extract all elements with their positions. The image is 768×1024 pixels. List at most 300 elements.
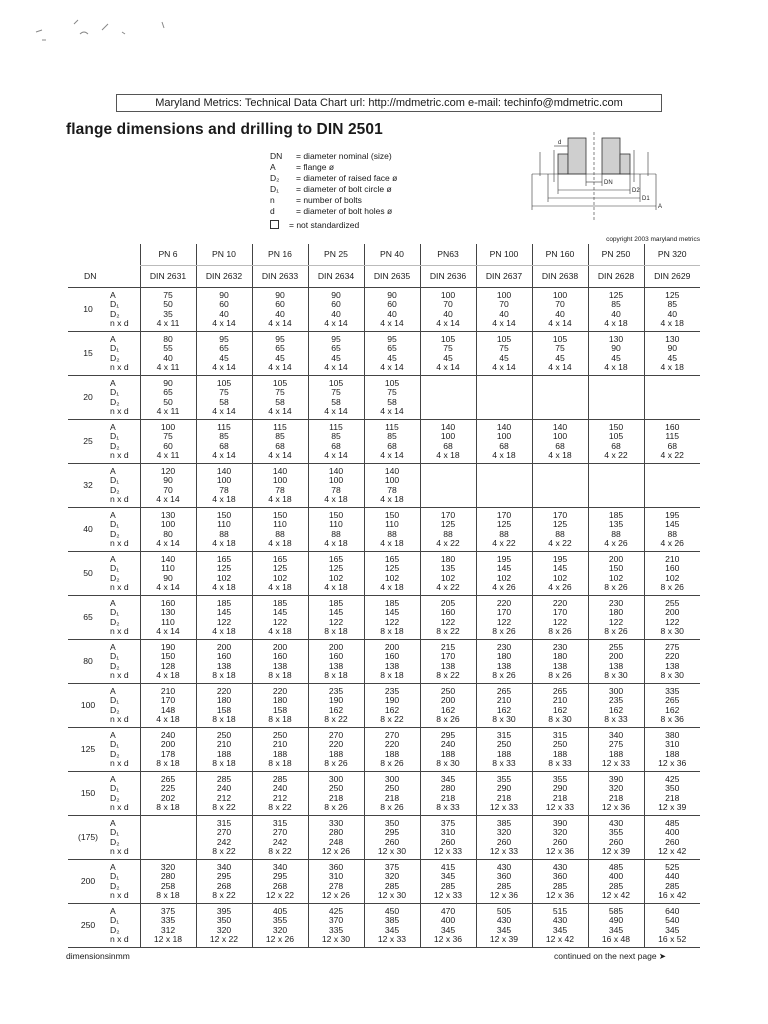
dimension-values-cell (532, 596, 588, 640)
dimension-values-cell (588, 552, 644, 596)
dimension-value: 75 (499, 343, 509, 354)
legend-text: = number of bolts (296, 195, 362, 205)
dimension-value: 4 x 14 (380, 317, 404, 328)
dimension-value: 8 x 33 (548, 757, 572, 768)
dimension-value: 4 x 18 (212, 625, 236, 636)
dimension-value: 8 x 22 (212, 845, 236, 856)
dimension-values-cell (364, 464, 420, 508)
dimension-value: 78 (219, 484, 229, 495)
dimension-value: 4 x 14 (156, 581, 180, 592)
dimension-label: n x d (110, 669, 129, 680)
legend-text: = diameter of bolt holes ø (296, 206, 393, 216)
dimension-label: A (110, 554, 116, 565)
dimension-value: 125 (608, 290, 624, 301)
dimension-value: 340 (272, 862, 288, 873)
dimension-label: D₂ (110, 308, 120, 319)
dimension-value: 88 (331, 528, 341, 539)
dimension-values-cell (308, 420, 364, 464)
dimension-value: 195 (496, 554, 512, 565)
dimension-values-cell (644, 640, 700, 684)
dimension-value: 95 (275, 334, 285, 345)
din-header: DIN 2637 (476, 266, 532, 288)
dimension-value: 120 (160, 466, 176, 477)
dimension-values-cell (364, 552, 420, 596)
dimension-value: 100 (440, 431, 456, 442)
symbol-legend (270, 151, 397, 231)
dimension-label: n x d (110, 801, 129, 812)
dimension-value: 8 x 30 (548, 713, 572, 724)
dimension-label: D₂ (110, 880, 120, 891)
dimension-value: 40 (275, 308, 285, 319)
legend-text: = diameter of bolt circle ø (296, 184, 392, 194)
dimension-labels-cell (108, 552, 140, 596)
dimension-value: 122 (328, 616, 344, 627)
dimension-labels-cell (108, 640, 140, 684)
dimension-value: 225 (160, 783, 176, 794)
dimension-value: 115 (385, 422, 399, 433)
dimension-value: 158 (272, 704, 288, 715)
dimension-values-cell (196, 596, 252, 640)
dimension-values-cell (364, 640, 420, 684)
not-standardized-cell (644, 464, 700, 508)
dimension-values-cell (308, 376, 364, 420)
flange-size-row (68, 772, 700, 816)
dimension-value: 58 (331, 396, 341, 407)
dimension-values-cell (644, 552, 700, 596)
din-header: DIN 2628 (588, 266, 644, 288)
flange-size-row (68, 420, 700, 464)
dimension-value: 585 (608, 906, 624, 917)
dimension-value: 355 (272, 915, 288, 926)
dimension-value: 8 x 18 (380, 669, 404, 680)
dimension-value: 285 (665, 880, 680, 891)
dimension-value: 40 (667, 308, 678, 319)
dimension-value: 188 (552, 748, 568, 759)
dimension-value: 4 x 14 (268, 405, 292, 416)
flange-size-row (68, 508, 700, 552)
dn-size-cell: 150 (68, 772, 108, 816)
dimension-value: 45 (387, 352, 397, 363)
dimension-value: 4 x 18 (156, 713, 180, 724)
dimension-values-cell (308, 816, 364, 860)
dimension-value: 8 x 18 (156, 801, 180, 812)
diagram-label-d2: D2 (632, 188, 640, 194)
dimension-values-cell (308, 728, 364, 772)
dimension-value: 380 (665, 730, 680, 741)
dimension-label: A (110, 862, 116, 873)
dimension-value: 8 x 26 (436, 713, 460, 724)
dimension-values-cell (196, 376, 252, 420)
dimension-value: 40 (443, 308, 453, 319)
dimension-values-cell (364, 860, 420, 904)
dimension-value: 55 (163, 343, 173, 354)
dimension-label: D₁ (110, 827, 120, 838)
dimension-value: 45 (219, 352, 229, 363)
dimension-value: 218 (440, 792, 456, 803)
dimension-value: 122 (608, 616, 624, 627)
flange-size-row (68, 464, 700, 508)
legend-symbol: D₁ (270, 184, 280, 194)
dimension-label: A (110, 334, 116, 345)
dimension-values-cell (588, 288, 644, 332)
dimension-value: 275 (665, 642, 680, 653)
dimension-value: 80 (163, 334, 173, 345)
not-standardized-cell (420, 376, 476, 420)
dimension-value: 210 (665, 554, 680, 565)
dimension-value: 4 x 18 (156, 669, 180, 680)
dimension-value: 110 (329, 519, 343, 530)
dimension-value: 125 (440, 519, 456, 530)
din-header: DIN 2635 (364, 266, 420, 288)
flange-table-body (68, 288, 700, 948)
dimension-value: 8 x 18 (268, 757, 292, 768)
dimension-value: 90 (667, 343, 678, 354)
dimension-value: 190 (328, 695, 344, 706)
dimension-value: 268 (272, 880, 288, 891)
dimension-value: 285 (608, 880, 624, 891)
dn-size-cell: 40 (68, 508, 108, 552)
dimension-value: 8 x 26 (604, 581, 628, 592)
dimension-value: 390 (608, 774, 624, 785)
dimension-value: 125 (665, 290, 680, 301)
dimension-value: 8 x 26 (604, 625, 628, 636)
dimension-value: 125 (216, 563, 232, 574)
dimension-values-cell (364, 376, 420, 420)
dimension-value: 88 (443, 528, 453, 539)
dimension-labels-cell (108, 376, 140, 420)
dimension-value: 115 (665, 431, 680, 442)
dimension-value: 4 x 14 (156, 625, 180, 636)
dimension-value: 162 (496, 704, 512, 715)
units-note: dimensionsinmm (66, 951, 130, 961)
dimension-value: 4 x 14 (212, 449, 236, 460)
dimension-value: 16 x 48 (601, 933, 631, 944)
dimension-value: 102 (272, 572, 288, 583)
dimension-value: 60 (387, 299, 397, 310)
dimension-value: 218 (665, 792, 680, 803)
dimension-values-cell (532, 552, 588, 596)
not-standardized-cell (532, 464, 588, 508)
copyright-note: copyright 2003 maryland metrics (606, 236, 700, 243)
dimension-value: 4 x 14 (324, 317, 348, 328)
dimension-label: n x d (110, 537, 129, 548)
dimension-values-cell (588, 772, 644, 816)
dimension-values-cell (588, 816, 644, 860)
flange-size-row (68, 728, 700, 772)
dimension-values-cell (252, 904, 308, 948)
dimension-value: 320 (384, 871, 400, 882)
dimension-labels-cell (108, 332, 140, 376)
dimension-value: 200 (328, 642, 344, 653)
dimension-value: 45 (275, 352, 285, 363)
dimension-value: 140 (440, 422, 456, 433)
dimension-value: 40 (331, 308, 341, 319)
pn-header: PN 25 (308, 244, 364, 266)
dimension-value: 180 (496, 651, 512, 662)
dimension-values-cell (644, 332, 700, 376)
dimension-value: 4 x 14 (380, 361, 404, 372)
dimension-value: 12 x 39 (489, 933, 519, 944)
dimension-values-cell (140, 288, 196, 332)
dimension-values-cell (588, 508, 644, 552)
dimension-value: 88 (555, 528, 565, 539)
dimension-value: 138 (665, 660, 680, 671)
dimension-value: 102 (328, 572, 344, 583)
dimension-value: 100 (440, 290, 456, 301)
dimension-value: 60 (163, 440, 173, 451)
dimension-value: 4 x 14 (156, 493, 180, 504)
dimension-value: 300 (384, 774, 400, 785)
dimension-values-cell (252, 508, 308, 552)
dimension-value: 88 (499, 528, 509, 539)
dimension-value: 90 (219, 290, 229, 301)
dimension-value: 4 x 11 (156, 405, 180, 416)
legend-row (270, 151, 397, 162)
dimension-label: n x d (110, 889, 129, 900)
dimension-value: 310 (665, 739, 680, 750)
dimension-values-cell (588, 860, 644, 904)
dimension-value: 70 (555, 299, 565, 310)
dimension-value: 4 x 18 (324, 493, 348, 504)
dimension-values-cell (644, 420, 700, 464)
dimension-value: 4 x 14 (324, 361, 348, 372)
dimension-value: 4 x 11 (156, 317, 180, 328)
dimension-value: 12 x 30 (377, 845, 407, 856)
legend-symbol: D₂ (270, 173, 280, 183)
dimension-value: 185 (272, 598, 288, 609)
dimension-value: 202 (160, 792, 176, 803)
dimension-value: 4 x 14 (212, 317, 236, 328)
dimension-value: 100 (496, 431, 512, 442)
dimension-value: 185 (216, 598, 232, 609)
dimension-value: 188 (665, 748, 680, 759)
dimension-value: 140 (160, 554, 176, 565)
dimension-value: 4 x 14 (436, 361, 460, 372)
dimension-values-cell (308, 464, 364, 508)
dimension-label: A (110, 510, 116, 521)
dimension-value: 240 (216, 783, 232, 794)
dimension-value: 145 (328, 607, 344, 618)
dimension-values-cell (364, 684, 420, 728)
legend-symbol: d (270, 206, 275, 216)
dimension-value: 8 x 30 (492, 713, 516, 724)
dimension-label: D₂ (110, 352, 120, 363)
dimension-value: 218 (552, 792, 568, 803)
dimension-labels-cell (108, 508, 140, 552)
flange-size-row (68, 684, 700, 728)
dimension-value: 68 (275, 440, 285, 451)
dimension-value: 12 x 33 (489, 845, 519, 856)
dimension-label: D₁ (110, 651, 120, 662)
dimension-value: 205 (440, 598, 456, 609)
dimension-value: 128 (160, 660, 176, 671)
dimension-value: 125 (328, 563, 344, 574)
dimension-value: 450 (384, 906, 400, 917)
dimension-value: 190 (160, 642, 176, 653)
dimension-value: 65 (331, 343, 341, 354)
dimension-value: 140 (552, 422, 568, 433)
dimension-value: 65 (219, 343, 229, 354)
dimension-label: A (110, 290, 116, 301)
dimension-values-cell (252, 376, 308, 420)
dimension-value: 4 x 18 (548, 449, 572, 460)
dimension-value: 145 (552, 563, 568, 574)
dimension-value: 12 x 36 (545, 845, 575, 856)
dimension-value: 12 x 33 (433, 889, 463, 900)
dimension-value: 90 (275, 290, 285, 301)
dimension-value: 110 (385, 519, 399, 530)
dimension-values-cell (196, 728, 252, 772)
dimension-values-cell (252, 420, 308, 464)
dimension-value: 265 (665, 695, 680, 706)
dimension-value: 310 (328, 871, 344, 882)
dimension-value: 320 (160, 862, 176, 873)
dimension-value: 320 (272, 924, 288, 935)
dimension-values-cell (476, 816, 532, 860)
din-header: DIN 2629 (644, 266, 700, 288)
dimension-value: 45 (331, 352, 341, 363)
dimension-value: 150 (160, 651, 176, 662)
not-standardized-cell (476, 376, 532, 420)
dimension-values-cell (252, 772, 308, 816)
diagram-label-d: d (558, 140, 562, 146)
dimension-value: 130 (160, 607, 176, 618)
dimension-values-cell (140, 860, 196, 904)
dimension-value: 270 (384, 730, 400, 741)
dimension-value: 102 (608, 572, 624, 583)
dimension-label: D₂ (110, 572, 120, 583)
dimension-value: 4 x 11 (156, 449, 180, 460)
site-banner: Maryland Metrics: Technical Data Chart url: http://mdmetric.com e-mail: techinfo@mdmetric.com (116, 94, 662, 112)
dimension-value: 40 (163, 352, 173, 363)
dimension-value: 162 (665, 704, 680, 715)
dimension-values-cell (364, 596, 420, 640)
dimension-value: 385 (496, 818, 512, 829)
dimension-value: 312 (160, 924, 176, 935)
dimension-value: 210 (496, 695, 512, 706)
dimension-value: 425 (328, 906, 344, 917)
dimension-value: 4 x 14 (380, 405, 404, 416)
dimension-values-cell (308, 508, 364, 552)
dn-size-cell: 10 (68, 288, 108, 332)
dimension-value: 4 x 14 (212, 405, 236, 416)
dimension-value: 320 (216, 924, 232, 935)
dimension-value: 220 (496, 598, 512, 609)
dimension-value: 180 (216, 695, 232, 706)
dimension-value: 4 x 26 (492, 581, 516, 592)
dimension-value: 65 (163, 387, 173, 398)
dimension-value: 110 (161, 616, 175, 627)
dimension-value: 235 (384, 686, 400, 697)
dn-size-cell: 125 (68, 728, 108, 772)
dimension-value: 105 (328, 378, 344, 389)
dimension-value: 8 x 26 (548, 625, 572, 636)
dimension-value: 210 (552, 695, 568, 706)
dimension-values-cell (644, 860, 700, 904)
flange-size-row (68, 860, 700, 904)
dimension-value: 162 (384, 704, 400, 715)
flange-cross-section-diagram (518, 132, 708, 228)
dimension-value: 165 (272, 554, 288, 565)
dimension-value: 160 (272, 651, 288, 662)
dimension-value: 8 x 30 (604, 669, 628, 680)
dimension-value: 45 (667, 352, 678, 363)
dimension-value: 12 x 36 (489, 889, 519, 900)
dimension-value: 68 (331, 440, 341, 451)
dimension-label: n x d (110, 405, 129, 416)
dimension-value: 375 (440, 818, 456, 829)
dimension-value: 4 x 18 (268, 625, 292, 636)
dimension-values-cell (532, 420, 588, 464)
dimension-value: 138 (552, 660, 568, 671)
dimension-label: A (110, 466, 116, 477)
dimension-value: 4 x 22 (548, 537, 572, 548)
dimension-value: 4 x 14 (380, 449, 404, 460)
dimension-values-cell (252, 596, 308, 640)
dimension-value: 258 (160, 880, 176, 891)
dimension-values-cell (308, 332, 364, 376)
dimension-value: 12 x 39 (601, 845, 631, 856)
dimension-value: 115 (217, 422, 231, 433)
dn-size-cell: 20 (68, 376, 108, 420)
dimension-value: 8 x 26 (380, 801, 404, 812)
dimension-value: 280 (160, 871, 176, 882)
dimension-label: A (110, 598, 116, 609)
dimension-value: 170 (160, 695, 176, 706)
dimension-value: 285 (216, 774, 232, 785)
dimension-values-cell (476, 772, 532, 816)
dimension-value: 4 x 14 (548, 361, 572, 372)
dimension-value: 8 x 22 (268, 801, 292, 812)
dimension-value: 100 (384, 475, 400, 486)
dimension-value: 4 x 14 (436, 317, 460, 328)
dimension-value: 8 x 18 (324, 669, 348, 680)
dimension-value: 4 x 14 (268, 449, 292, 460)
dimension-value: 265 (160, 774, 176, 785)
dimension-values-cell (532, 816, 588, 860)
dimension-value: 250 (272, 730, 288, 741)
dimension-values-cell (588, 904, 644, 948)
dn-size-cell: 50 (68, 552, 108, 596)
dimension-value: 78 (387, 484, 397, 495)
dimension-values-cell (644, 728, 700, 772)
dimension-label: D₂ (110, 836, 120, 847)
dimension-value: 405 (272, 906, 288, 917)
dimension-values-cell (140, 376, 196, 420)
dimension-value: 68 (219, 440, 229, 451)
dimension-value: 102 (216, 572, 232, 583)
din-header: DIN 2631 (140, 266, 196, 288)
din-header-row (68, 266, 700, 288)
dimension-value: 162 (328, 704, 344, 715)
dimension-value: 75 (163, 290, 173, 301)
dimension-value: 65 (387, 343, 397, 354)
corner-cell (68, 244, 140, 266)
dimension-value: 315 (216, 818, 232, 829)
dimension-values-cell (364, 332, 420, 376)
dimension-value: 345 (440, 774, 456, 785)
dimension-value: 215 (440, 642, 456, 653)
dimension-values-cell (364, 288, 420, 332)
dimension-values-cell (196, 288, 252, 332)
dimension-value: 4 x 18 (436, 449, 460, 460)
dimension-values-cell (308, 640, 364, 684)
dimension-value: 70 (499, 299, 509, 310)
dimension-label: n x d (110, 493, 129, 504)
din-header: DIN 2634 (308, 266, 364, 288)
dimension-value: 340 (608, 730, 624, 741)
dimension-value: 78 (331, 484, 341, 495)
